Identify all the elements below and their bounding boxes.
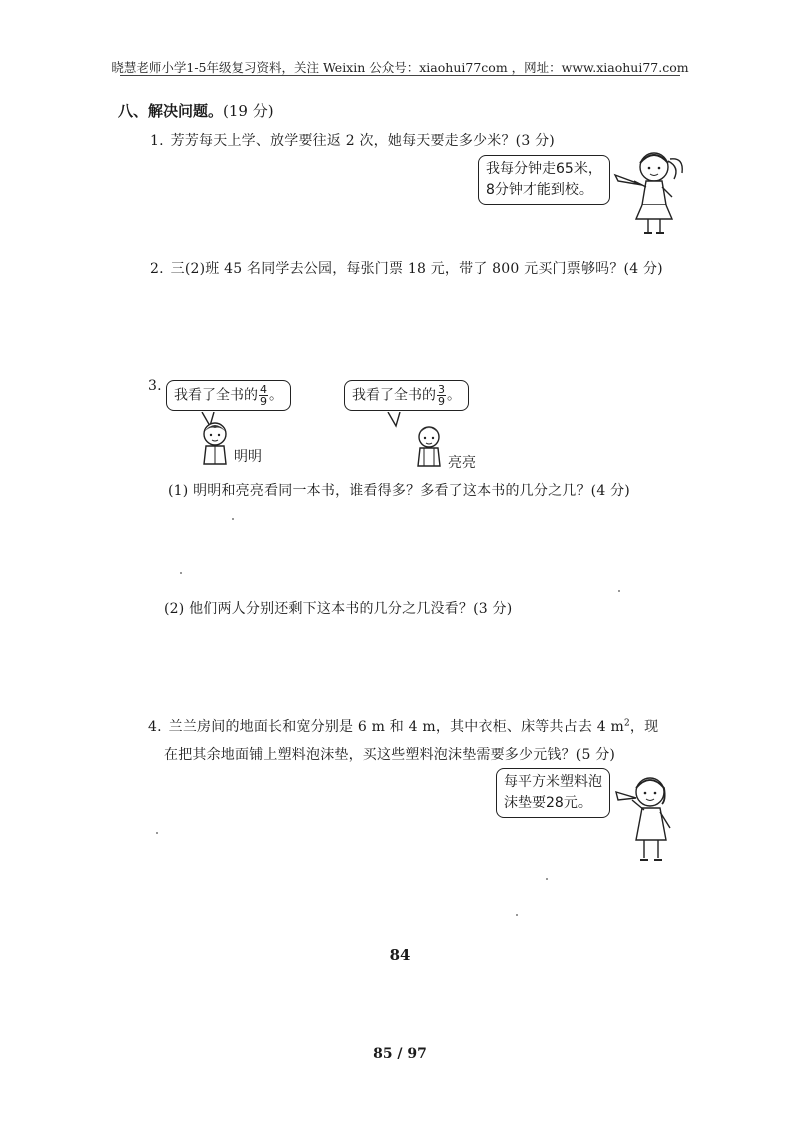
- bubble-b-numerator: 3: [438, 383, 445, 396]
- header-rule: [120, 75, 680, 76]
- bubble-a-numerator: 4: [260, 383, 267, 396]
- scan-speck: [618, 590, 620, 592]
- girl-illustration: [612, 145, 692, 240]
- section-points: (19 分): [223, 102, 274, 120]
- question-3-bubble-a: [166, 380, 291, 411]
- girl-lanlan-illustration: [614, 770, 684, 870]
- bubble-b-denominator: 9: [438, 395, 445, 408]
- section-title: [118, 100, 274, 121]
- section-title-text: 八、解决问题。: [118, 102, 224, 120]
- scan-speck: [546, 878, 548, 880]
- boy-mingming-illustration: [196, 418, 234, 468]
- name-mingming: 明明: [234, 449, 262, 465]
- question-2-text: 三(2)班 45 名同学去公园，每张门票 18 元，带了 800 元买门票够吗？(4 分): [170, 261, 663, 277]
- question-4-line-2: 在把其余地面铺上塑料泡沫垫，买这些塑料泡沫垫需要多少元钱？(5 分): [164, 747, 616, 763]
- question-4-bubble-line-2: 沫垫要28元。: [504, 795, 592, 811]
- question-1-number: 1.: [150, 133, 164, 149]
- question-2-number: 2.: [150, 261, 164, 277]
- page-number: 84: [389, 946, 411, 964]
- page-counter: 85 / 97: [373, 1046, 427, 1062]
- question-1-speech-bubble: [478, 155, 610, 205]
- name-liangliang: 亮亮: [448, 455, 476, 471]
- question-3-number: 3.: [148, 378, 162, 394]
- boy-liangliang-illustration: [410, 422, 448, 470]
- question-1: [150, 130, 555, 150]
- question-4-text-b: ，现: [629, 719, 659, 735]
- document-header: 晓慧老师小学1-5年级复习资料，关注 Weixin 公众号：xiaohui77com ，网址：www.xiaohui77.com: [111, 60, 689, 75]
- bubble-b-fraction: [437, 384, 446, 407]
- question-4-text-a: 兰兰房间的地面长和宽分别是 6 m 和 4 m，其中衣柜、床等共占去 4 m: [168, 719, 624, 735]
- scan-speck: [516, 914, 518, 916]
- bubble-b-suffix: 。: [447, 387, 461, 404]
- question-3-part-2: (2) 他们两人分别还剩下这本书的几分之几没看？(3 分): [164, 601, 513, 617]
- bubble-a-prefix: 我看了全书的: [174, 387, 258, 404]
- question-4-line-1: [148, 716, 658, 736]
- question-3-part-1: (1) 明明和亮亮看同一本书，谁看得多？多看了这本书的几分之几？(4 分): [168, 483, 630, 499]
- question-4-number: 4.: [148, 719, 162, 735]
- question-2: [150, 258, 663, 278]
- bubble-a-suffix: 。: [269, 387, 283, 404]
- scan-speck: [232, 518, 234, 520]
- question-4-speech-bubble: [496, 768, 610, 818]
- bubble-a-denominator: 9: [260, 395, 267, 408]
- question-4-superscript: 2: [623, 718, 630, 729]
- question-1-bubble-line-1: 我每分钟走65米，: [486, 161, 602, 177]
- question-4-bubble-line-1: 每平方米塑料泡: [504, 774, 602, 790]
- question-3-bubble-b: [344, 380, 469, 411]
- question-1-text: 芳芳每天上学、放学要往返 2 次，她每天要走多少米？(3 分): [170, 133, 555, 149]
- bubble-b-prefix: 我看了全书的: [352, 387, 436, 404]
- question-1-bubble-line-2: 8分钟才能到校。: [486, 182, 593, 198]
- bubble-a-fraction: [259, 384, 268, 407]
- bubble-b-tail: [386, 412, 410, 428]
- scan-speck: [156, 832, 158, 834]
- scan-speck: [180, 572, 182, 574]
